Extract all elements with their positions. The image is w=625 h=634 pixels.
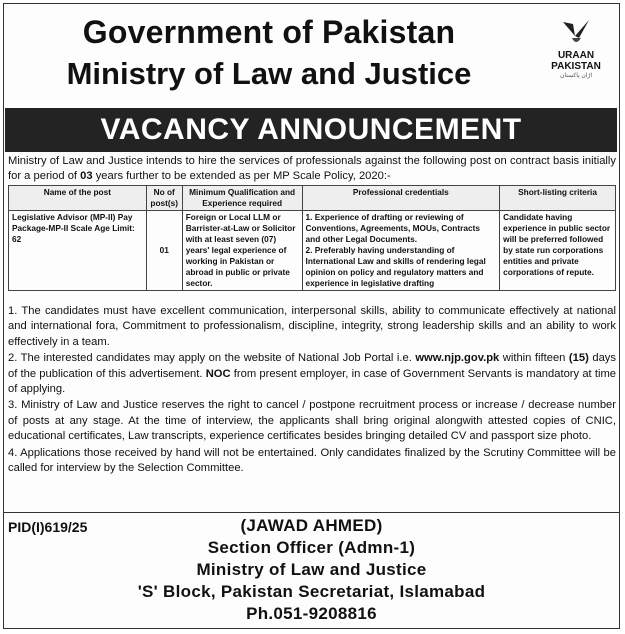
col-header-criteria: Short-listing criteria bbox=[500, 186, 616, 211]
logo-text-uraan: URAAN bbox=[557, 50, 595, 61]
pid-number: PID(I)619/25 bbox=[8, 519, 88, 535]
note-2 bbox=[8, 351, 616, 397]
uraan-pakistan-logo bbox=[541, 18, 611, 98]
cell-criteria: Candidate having experience in public sector will be preferred followed by state run corporations entities and private corporations of repute. bbox=[500, 211, 616, 291]
uraan-bird-icon bbox=[559, 18, 593, 48]
cell-qualification: Foreign or Local LLM or Barrister-at-Law or Solicitor with at least seven (07) years' legal experience of working in Pakistan or abroad in public or private sector. bbox=[182, 211, 302, 291]
credential-2: 2. Preferably having understanding of International Law and skills of rendering legal opinion on policy and regulatory matters and experience in legislative drafting bbox=[305, 245, 486, 288]
vacancy-banner: VACANCY ANNOUNCEMENT bbox=[5, 108, 617, 152]
note-2-text-c: days of the publication of this advertisement. bbox=[8, 352, 616, 380]
intro-text-1: Ministry of Law and Justice intends to hire the services of professionals against the following post on contract basis initially for a period of bbox=[8, 155, 616, 182]
notes bbox=[8, 304, 616, 477]
logo-text-urdu: اڑان پاکستان bbox=[559, 73, 593, 79]
advertisement bbox=[3, 3, 620, 629]
col-header-count: No of post(s) bbox=[146, 186, 182, 211]
note-2-text-a: 2. The interested candidates may apply on the website of National Job Portal i.e. bbox=[8, 352, 416, 365]
credential-1: 1. Experience of drafting or reviewing of Conventions, Agreements, MOUs, Contracts and other Legal Documents. bbox=[305, 212, 480, 244]
note-2-text-b: within fifteen bbox=[499, 352, 569, 365]
note-4: 4. Applications those received by hand will not be entertained. Only candidates finalized by the Scrutiny Committee will be called for interview by the Selection Committee. bbox=[8, 446, 616, 475]
cell-post: Legislative Advisor (MP-II) Pay Package-MP-II Scale Age Limit: 62 bbox=[9, 211, 147, 291]
table-row bbox=[9, 211, 616, 291]
note-1: 1. The candidates must have excellent communication, interpersonal skills, ability to communicate effectively at national and international fora, Commitment to professionalism, discipline, integrity, strong leadership skills and an ability to work effectively in a team. bbox=[8, 305, 616, 348]
note-3: 3. Ministry of Law and Justice reserves the right to cancel / postpone recruitment process or increase / decrease number of posts at any stage. At the time of interview, the applicants shall bring original alongwith attested copies of CNIC, educational certificates, Law transcripts, experience certificates besides bringing detailed CV and passport size photo. bbox=[8, 399, 616, 443]
footer-signature-block bbox=[4, 512, 619, 631]
officer-address: 'S' Block, Pakistan Secretariat, Islamabad bbox=[137, 582, 486, 601]
cell-count: 01 bbox=[146, 211, 182, 291]
officer-ministry: Ministry of Law and Justice bbox=[196, 560, 427, 579]
njp-website-link[interactable]: www.njp.gov.pk bbox=[415, 352, 500, 365]
officer-designation: Section Officer (Admn-1) bbox=[207, 538, 416, 557]
col-header-qualification: Minimum Qualification and Experience required bbox=[182, 186, 302, 211]
note-2-noc: NOC bbox=[205, 367, 231, 380]
intro-years: 03 bbox=[80, 170, 93, 182]
header-title-government: Government of Pakistan bbox=[82, 14, 456, 50]
note-2-days: (15) bbox=[568, 352, 589, 365]
logo-text-pakistan: PAKISTAN bbox=[551, 61, 601, 72]
intro-paragraph bbox=[8, 154, 616, 184]
officer-phone: Ph.051-9208816 bbox=[246, 604, 377, 623]
note-2-text-d: from present employer, in case of Government Servants is mandatory at time of applying. bbox=[8, 367, 616, 396]
header-title-ministry: Ministry of Law and Justice bbox=[66, 56, 472, 91]
table-header-row bbox=[9, 186, 616, 211]
intro-text-2: years further to be extended as per MP Scale Policy, 2020:- bbox=[92, 170, 391, 182]
officer-name: (JAWAD AHMED) bbox=[240, 516, 383, 535]
cell-credentials bbox=[302, 211, 500, 291]
header bbox=[4, 4, 619, 106]
col-header-credentials: Professional credentials bbox=[302, 186, 500, 211]
vacancy-table bbox=[8, 185, 616, 291]
col-header-post: Name of the post bbox=[9, 186, 147, 211]
